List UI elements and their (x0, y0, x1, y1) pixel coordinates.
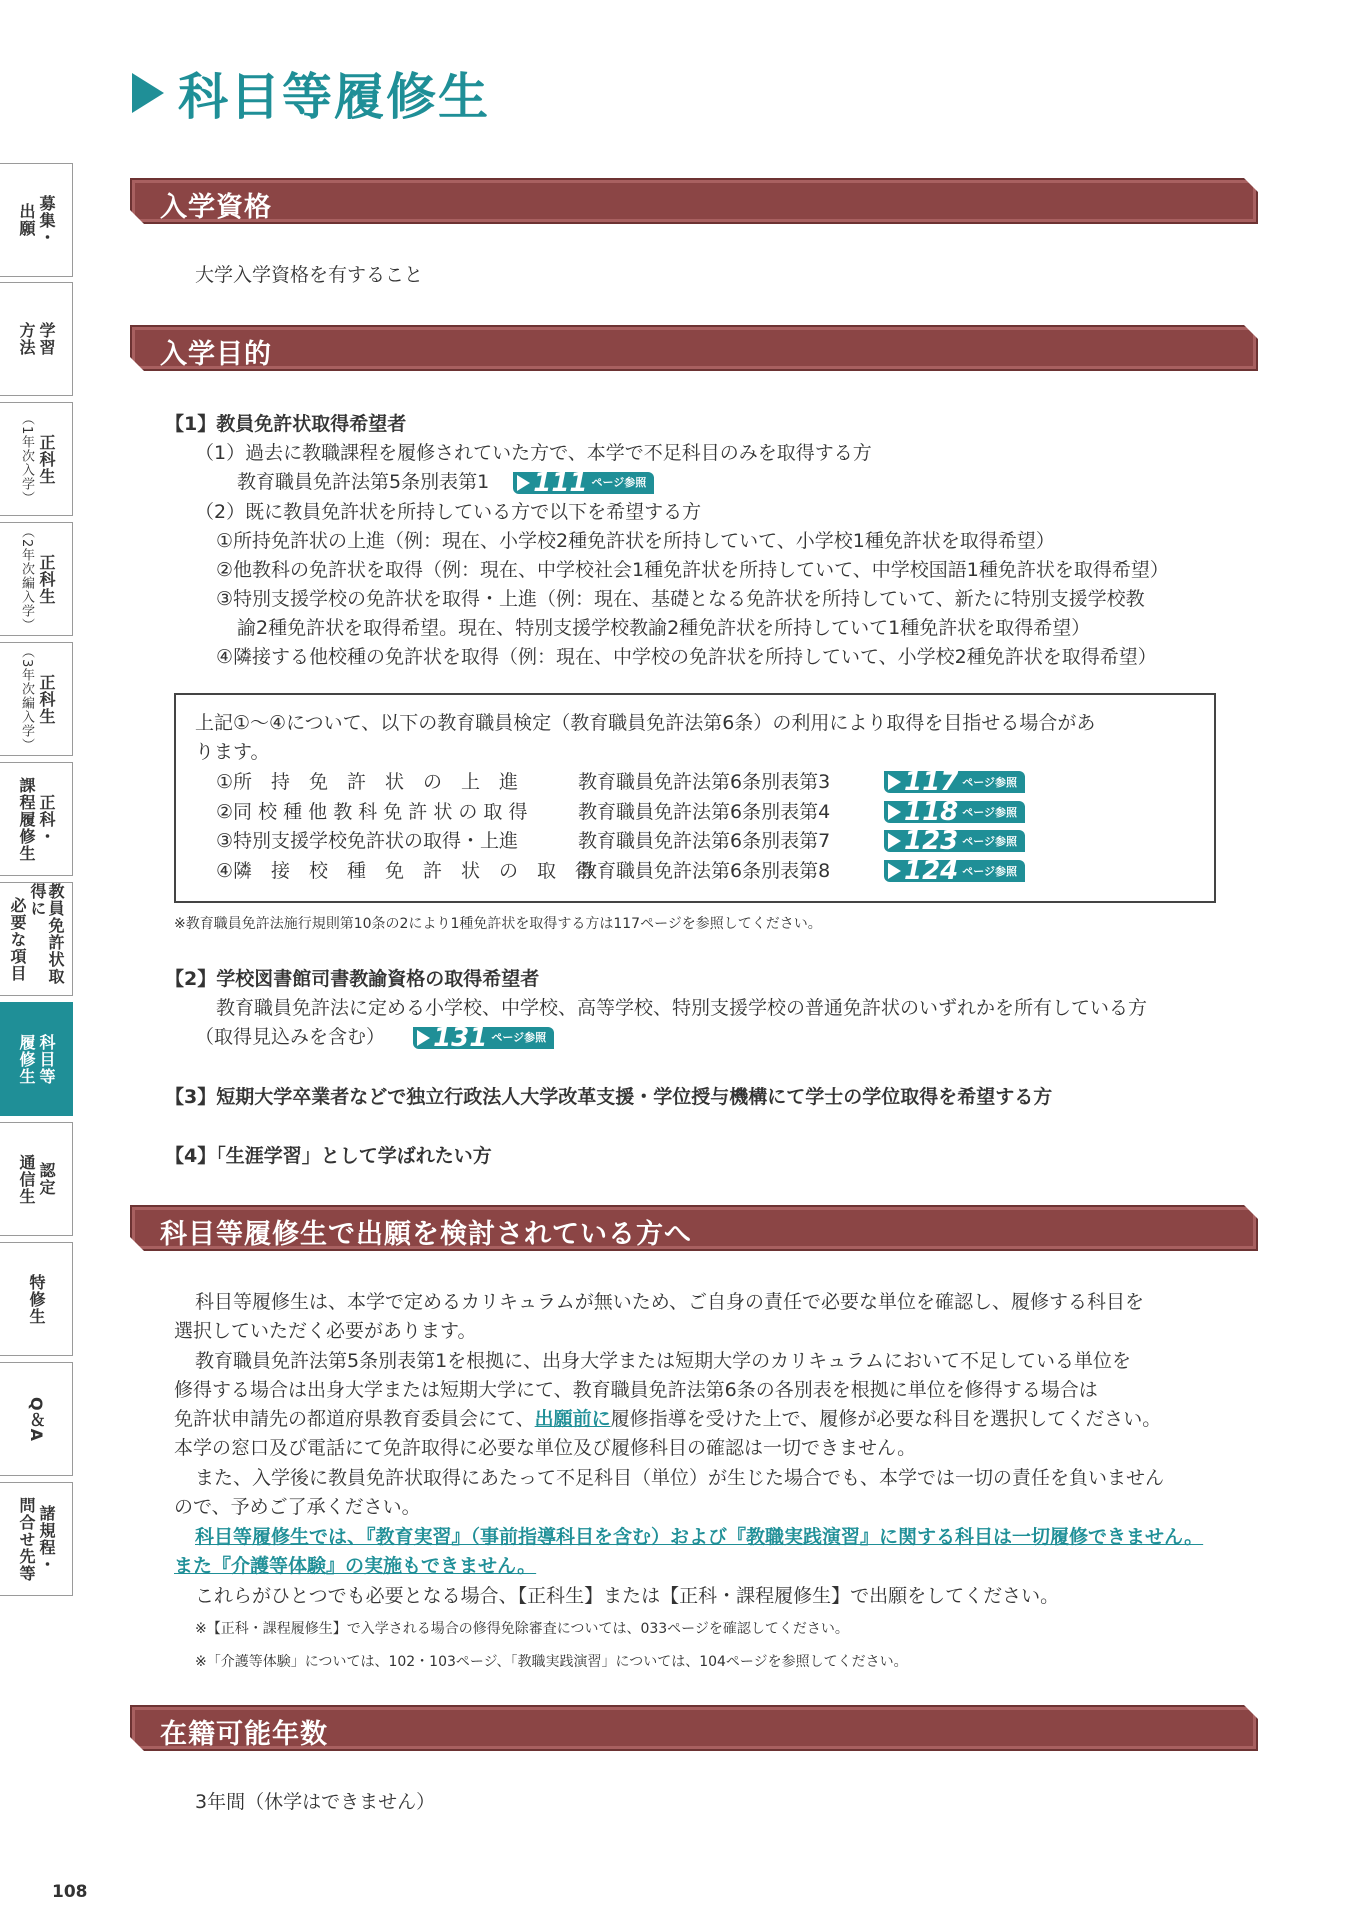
play-arrow-icon (888, 774, 901, 790)
side-tab-label: 認定 (37, 1162, 56, 1196)
side-tab-label: Q＆A (27, 1396, 46, 1442)
side-tab-label: 正科生 (37, 673, 56, 725)
page-ref-badge[interactable] (884, 767, 1025, 797)
side-tab-label: 課程履修生 (17, 776, 36, 862)
purpose-sub1: ①所持免許状の上進（例：現在、小学校2種免許状を所持していて、小学校1種免許状を取得希望） (216, 530, 1055, 552)
box-line1: 上記①～④について、以下の教育職員検定（教育職員免許法第6条）の利用により取得を目指せる場合があ (195, 712, 1096, 734)
section-header-enrollment (130, 1705, 1258, 1751)
side-tab-label: 通信生 (17, 1153, 36, 1205)
section-heading: 科目等履修生で出願を検討されている方へ (160, 1219, 692, 1250)
section-heading: 入学資格 (160, 192, 272, 223)
box-row-law: 教育職員免許法第6条別表第3 (578, 771, 831, 793)
consider-p2d: 本学の窓口及び電話にて免許取得に必要な単位及び履修科目の確認は一切できません。 (174, 1437, 917, 1459)
side-tab[interactable] (0, 522, 73, 636)
purpose-item1-title: 【1】教員免許状取得希望者 (165, 413, 407, 435)
consider-p1b: 選択していただく必要があります。 (174, 1320, 477, 1342)
page-number: 108 (52, 1882, 88, 1902)
side-tab-label: 教員免許状取得に (28, 883, 65, 985)
page-ref-label: ページ参照 (962, 805, 1018, 819)
side-tab-label: 募集・ (37, 194, 56, 246)
purpose-item2-body2-line (195, 1022, 554, 1053)
side-tab-label: 正科生 (37, 553, 56, 605)
page-ref-label: ページ参照 (962, 776, 1018, 789)
page-ref-label: ページ参照 (962, 835, 1018, 848)
page-ref-label: ページ参照 (962, 864, 1018, 878)
consider-warning-b: また『介護等体験』の実施もできません。 (174, 1555, 537, 1577)
side-tab-label: （2年次編入学） (19, 525, 34, 633)
side-tab-label: （3年次編入学） (19, 645, 34, 753)
purpose-sub3b: 諭2種免許状を取得希望。現在、特別支援学校教諭2種免許状を所持していて1種免許状を取得希望） (237, 617, 1091, 639)
side-tab-label: 正科生 (37, 433, 56, 485)
purpose-item1-1-ref: 教育職員免許法第5条別表第1 (237, 471, 490, 493)
section-header-purpose (130, 325, 1258, 371)
page-ref-number: 123 (904, 826, 959, 856)
box-row-label: ①所 持 免 許 状 の 上 進 (216, 771, 519, 793)
section-header-consider (130, 1205, 1258, 1251)
side-tab[interactable] (0, 1122, 73, 1236)
side-tab[interactable] (0, 1002, 73, 1116)
consider-emphasis: 出願前に (534, 1408, 611, 1430)
consider-p5: これらがひとつでも必要となる場合、【正科生】または【正科・課程履修生】で出願をしてください。 (195, 1585, 1060, 1607)
play-arrow-icon (517, 475, 530, 491)
side-tab[interactable] (0, 1242, 73, 1356)
side-tab[interactable] (0, 882, 73, 996)
admission-body: 大学入学資格を有すること (195, 264, 424, 286)
purpose-item3: 【3】短期大学卒業者などで独立行政法人大学改革支援・学位授与機構にて学士の学位取得を希望する方 (165, 1086, 1053, 1108)
purpose-item2-title: 【2】学校図書館司書教諭資格の取得希望者 (165, 968, 540, 990)
page-title (132, 62, 490, 124)
page-ref-badge[interactable] (884, 826, 1025, 856)
side-tab-label: 履修生 (17, 1033, 36, 1085)
play-arrow-icon (888, 863, 901, 879)
purpose-item1-1-ref-line (237, 467, 654, 498)
page-ref-badge[interactable]: 131 ページ参照 (413, 1027, 554, 1049)
side-tab-label: 問合せ先等 (17, 1496, 36, 1582)
side-tab[interactable] (0, 163, 73, 277)
consider-p3a: また、入学後に教員免許状取得にあたって不足科目（単位）が生じた場合でも、本学では一切の責任を負いません (195, 1467, 1165, 1489)
page-title-text: 科目等履修生 (178, 68, 490, 126)
side-tab[interactable] (0, 1482, 73, 1596)
side-tab-label: 諸規程・ (37, 1505, 56, 1573)
box-row-law: 教育職員免許法第6条別表第7 (578, 830, 831, 852)
box-row-law: 教育職員免許法第6条別表第4 (578, 800, 831, 823)
side-tab-label: 必要な項目 (8, 896, 27, 982)
consider-p1a: 科目等履修生は、本学で定めるカリキュラムが無いため、ご自身の責任で必要な単位を確認し、履修する科目を (195, 1291, 1145, 1313)
play-arrow-icon (888, 833, 901, 849)
section-heading: 在籍可能年数 (160, 1719, 328, 1750)
consider-note2: ※【正科・課程履修生】で入学される場合の修得免除審査については、033ページを確認してください。 (195, 1621, 849, 1637)
side-tab-label: 方法 (17, 322, 36, 356)
side-tab-label: 出願 (17, 203, 36, 237)
page-ref-number: 124 (904, 855, 959, 886)
box-row-label: ④隣 接 校 種 免 許 状 の 取 得 (216, 859, 595, 882)
side-tab-label: （1年次入学） (19, 412, 34, 506)
purpose-note1: ※教育職員免許法施行規則第10条の2により1種免許状を取得する方は117ページを参照してください。 (174, 916, 822, 932)
page-ref-badge[interactable] (884, 855, 1025, 886)
consider-p2b: 修得する場合は出身大学または短期大学にて、教育職員免許法第6条の各別表を根拠に単位を修得する場合は (174, 1379, 1098, 1401)
enrollment-body: 3年間（休学はできません） (195, 1791, 436, 1813)
purpose-sub2: ②他教科の免許状を取得（例：現在、中学校社会1種免許状を所持していて、中学校国語1種免許状を取得希望） (216, 559, 1169, 581)
box-row-label: ③特別支援学校免許状の取得・上進 (216, 830, 519, 852)
side-tab-label: 正科・ (37, 793, 56, 845)
consider-warning-a: 科目等履修生では、『教育実習』（事前指導科目を含む）および『教職実践演習』に関する科目は一切履修できません。 (195, 1526, 1204, 1548)
side-tab[interactable] (0, 282, 73, 396)
box-row-law: 教育職員免許法第6条別表第8 (578, 859, 831, 882)
consider-note3: ※「介護等体験」については、102・103ページ、「教職実践演習」については、104ページを参照してください。 (195, 1654, 908, 1670)
purpose-item2-body2: （取得見込みを含む） (195, 1026, 386, 1048)
side-tab[interactable] (0, 762, 73, 876)
side-tab[interactable] (0, 642, 73, 756)
play-arrow-icon (417, 1030, 430, 1046)
play-arrow-icon (888, 804, 901, 820)
side-tab-label: 科目等 (37, 1033, 56, 1085)
consider-p3b: ので、予めご了承ください。 (174, 1496, 421, 1518)
purpose-item2-body: 教育職員免許法に定める小学校、中学校、高等学校、特別支援学校の普通免許状のいずれかを所有している方 (216, 997, 1148, 1019)
box-row-label: ②同 校 種 他 教 科 免 許 状 の 取 得 (216, 800, 528, 823)
side-tab-label: 学習 (37, 322, 56, 356)
consider-p2a: 教育職員免許法第5条別表第1を根拠に、出身大学または短期大学のカリキュラムにおいて不足している単位を (195, 1350, 1131, 1372)
section-heading: 入学目的 (160, 339, 272, 370)
purpose-item1-1: （1）過去に教職課程を履修されていた方で、本学で不足科目のみを取得する方 (195, 442, 872, 464)
side-tab[interactable] (0, 402, 73, 516)
purpose-sub3a: ③特別支援学校の免許状を取得・上進（例：現在、基礎となる免許状を所持していて、新たに特別支援学校教 (216, 588, 1145, 610)
purpose-item1-2: （2）既に教員免許状を所持している方で以下を希望する方 (195, 501, 702, 523)
page-ref-number: 118 (904, 796, 959, 827)
page-ref-badge[interactable]: 111 ページ参照 (513, 472, 654, 494)
purpose-item4: 【4】「生涯学習」として学ばれたい方 (165, 1145, 492, 1167)
box-line2: ります。 (195, 741, 270, 763)
side-tab-label: 特修生 (27, 1273, 46, 1325)
title-arrow-icon (132, 73, 164, 113)
side-tab[interactable] (0, 1362, 73, 1476)
page-ref-number: 117 (904, 767, 959, 797)
consider-p2c: 免許状申請先の都道府県教育委員会にて、出願前に履修指導を受けた上で、履修が必要な科目を選択してください。 (174, 1408, 1162, 1430)
purpose-sub4: ④隣接する他校種の免許状を取得（例：現在、中学校の免許状を所持していて、小学校2種免許状を取得希望） (216, 646, 1157, 668)
page-ref-badge[interactable] (884, 796, 1025, 827)
section-header-admission (130, 178, 1258, 224)
